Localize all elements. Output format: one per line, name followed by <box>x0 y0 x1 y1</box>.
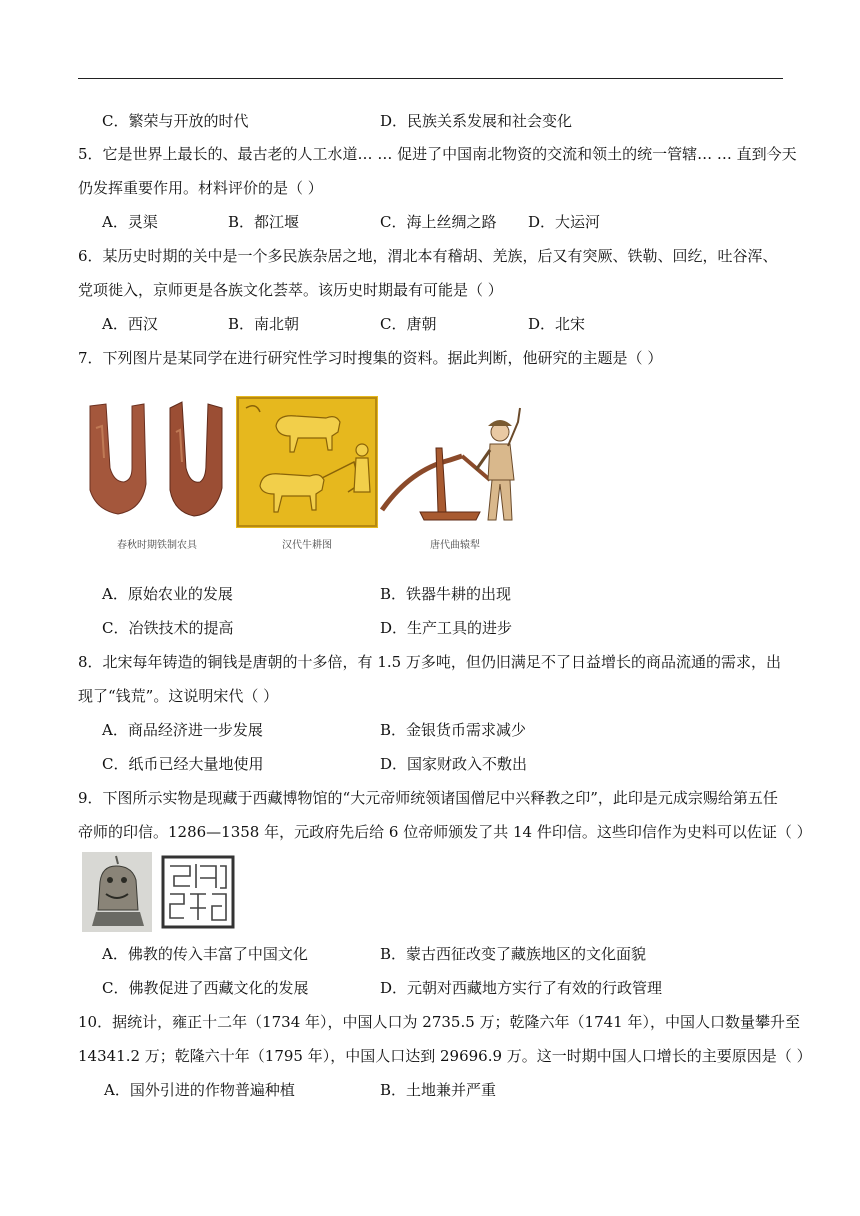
q5-option-a[interactable]: A．灵渠 <box>102 213 158 231</box>
q7-option-d[interactable]: D．生产工具的进步 <box>380 619 513 637</box>
q9-option-b[interactable]: B．蒙古西征改变了藏族地区的文化面貌 <box>380 945 647 963</box>
seal-impression-image <box>160 854 236 930</box>
q7-option-c[interactable]: C．冶铁技术的提高 <box>102 619 234 637</box>
q9-option-a[interactable]: A．佛教的传入丰富了中国文化 <box>102 945 308 963</box>
q10-option-a[interactable]: A．国外引进的作物普遍种植 <box>104 1081 295 1099</box>
q7-option-a[interactable]: A．原始农业的发展 <box>102 585 233 603</box>
q9-stem-line1: 9．下图所示实物是现藏于西藏博物馆的“大元帝师统领诸国僧尼中兴释教之印”，此印是元成宗赐给第五任 <box>78 789 778 807</box>
q5-stem-line1: 5．它是世界上最长的、最古老的人工水道… … 促进了中国南北物资的交流和领土的统一管辖… … 直到今天 <box>78 145 797 163</box>
q6-option-b[interactable]: B．南北朝 <box>228 315 300 333</box>
iron-tools-image <box>86 398 228 528</box>
q4-option-d[interactable]: D．民族关系发展和社会变化 <box>380 112 573 130</box>
caption-iron-tools: 春秋时期铁制农具 <box>117 540 197 551</box>
q6-stem-line1: 6．某历史时期的关中是一个多民族杂居之地，渭北本有稽胡、羌族，后又有突厥、铁勒、回纥，吐谷浑、 <box>78 247 778 265</box>
q8-stem-line2: 现了“钱荒”。这说明宋代（ ） <box>78 687 279 705</box>
q9-option-c[interactable]: C．佛教促进了西藏文化的发展 <box>102 979 309 997</box>
q4-option-c[interactable]: C．繁荣与开放的时代 <box>102 112 249 130</box>
q5-option-b[interactable]: B．都江堰 <box>228 213 300 231</box>
header-rule <box>78 78 783 79</box>
q10-stem-line1: 10．据统计，雍正十二年（1734 年），中国人口为 2735.5 万；乾隆六年（1741 年），中国人口数量攀升至 <box>78 1013 800 1031</box>
q9-option-d[interactable]: D．元朝对西藏地方实行了有效的行政管理 <box>380 979 663 997</box>
q5-stem-line2: 仍发挥重要作用。材料评价的是（ ） <box>78 179 323 197</box>
q8-option-b[interactable]: B．金银货币需求减少 <box>380 721 527 739</box>
q7-stem-line1: 7．下列图片是某同学在进行研究性学习时搜集的资料。据此判断，他研究的主题是（ ） <box>78 349 663 367</box>
q9-stem-line2: 帝师的印信。1286—1358 年，元政府先后给 6 位帝师颁发了共 14 件印信。这些印信作为史料可以佐证（ ） <box>78 823 812 841</box>
curved-plow-image <box>380 400 530 528</box>
q6-option-d[interactable]: D．北宋 <box>528 315 586 333</box>
q7-option-b[interactable]: B．铁器牛耕的出现 <box>380 585 512 603</box>
caption-curved-plow: 唐代曲辕犁 <box>430 540 480 551</box>
q5-option-d[interactable]: D．大运河 <box>528 213 601 231</box>
q10-option-b[interactable]: B．土地兼并严重 <box>380 1081 497 1099</box>
seal-photo-image <box>82 852 152 932</box>
ox-plowing-relief-image <box>236 396 378 528</box>
q8-option-d[interactable]: D．国家财政入不敷出 <box>380 755 528 773</box>
caption-ox-plowing: 汉代牛耕图 <box>282 540 332 551</box>
q8-option-a[interactable]: A．商品经济进一步发展 <box>102 721 263 739</box>
q8-option-c[interactable]: C．纸币已经大量地使用 <box>102 755 264 773</box>
q6-option-a[interactable]: A．西汉 <box>102 315 158 333</box>
q5-option-c[interactable]: C．海上丝绸之路 <box>380 213 497 231</box>
q6-stem-line2: 党项徙入，京师更是各族文化荟萃。该历史时期最有可能是（ ） <box>78 281 503 299</box>
q10-stem-line2: 14341.2 万；乾隆六十年（1795 年），中国人口达到 29696.9 万。这一时期中国人口增长的主要原因是（ ） <box>78 1047 812 1065</box>
q6-option-c[interactable]: C．唐朝 <box>380 315 437 333</box>
q8-stem-line1: 8．北宋每年铸造的铜钱是唐朝的十多倍，有 1.5 万多吨，但仍旧满足不了日益增长的商品流通的需求，出 <box>78 653 781 671</box>
